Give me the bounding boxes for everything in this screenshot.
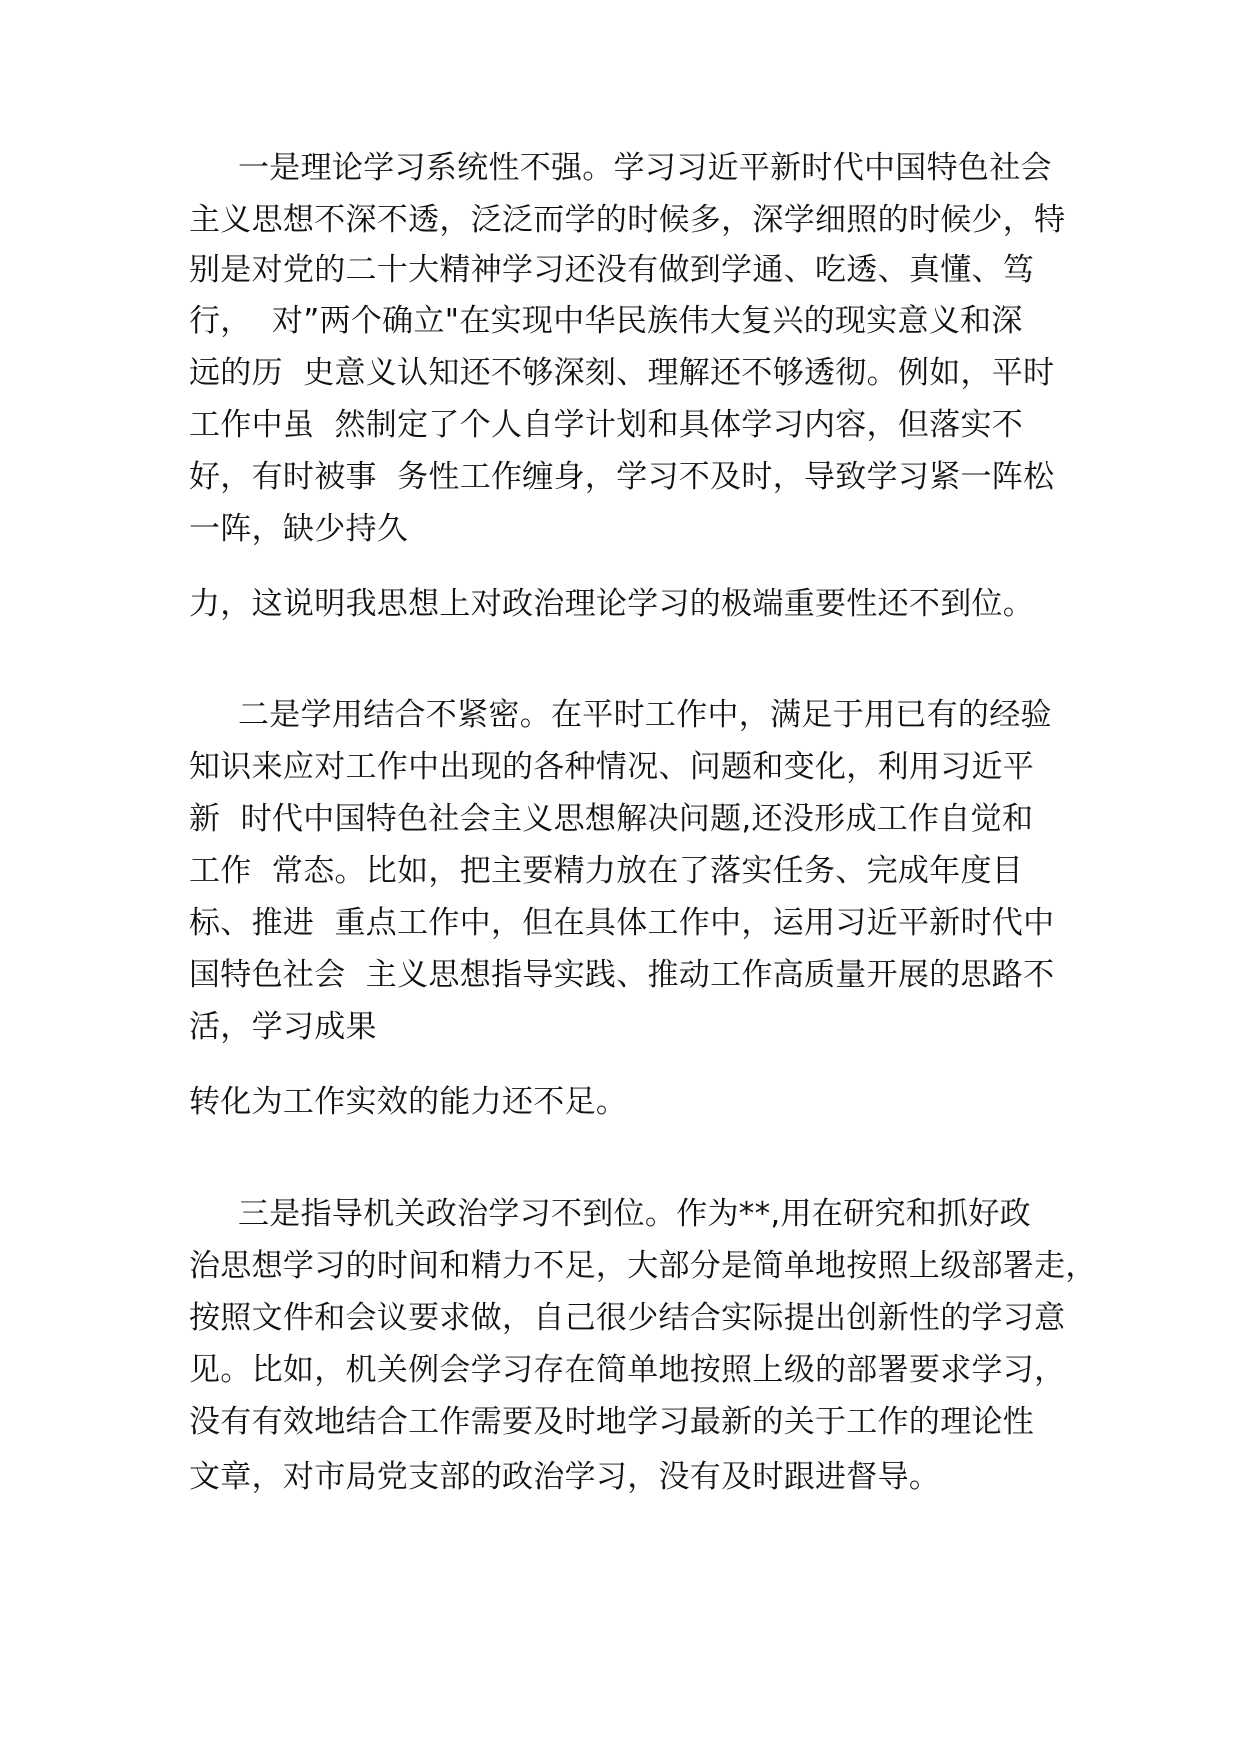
text-line: 工作中虽 然制定了个人自学计划和具体学习内容，但落实不 xyxy=(189,407,1024,443)
text-line: 新 时代中国特色社会主义思想解决问题,还没形成工作自觉和 xyxy=(189,801,1034,837)
text-line: 力，这说明我思想上对政治理论学习的极端重要性还不到位。 xyxy=(189,586,1035,622)
text-line: 活，学习成果 xyxy=(189,1009,377,1045)
text-line: 远的历 史意义认知还不够深刻、理解还不够透彻。例如，平时 xyxy=(189,355,1055,391)
text-line: 治思想学习的时间和精力不足，大部分是简单地按照上级部署走， xyxy=(189,1248,1097,1284)
text-line: 国特色社会 主义思想指导实践、推动工作高质量开展的思路不 xyxy=(189,957,1055,993)
text-line: 好，有时被事 务性工作缠身，学习不及时，导致学习紧一阵松 xyxy=(189,459,1055,495)
text-line: 没有有效地结合工作需要及时地学习最新的关于工作的理论性 xyxy=(189,1404,1035,1440)
text-line: 主义思想不深不透，泛泛而学的时候多，深学细照的时候少，特 xyxy=(189,202,1066,238)
text-line: 按照文件和会议要求做，自己很少结合实际提出创新性的学习意 xyxy=(189,1300,1066,1336)
text-line: 一阵，缺少持久 xyxy=(189,511,409,547)
text-line: 行， 对”两个确立"在实现中华民族伟大复兴的现实意义和深 xyxy=(189,303,1023,339)
text-line: 别是对党的二十大精神学习还没有做到学通、吃透、真懂、笃 xyxy=(189,252,1035,288)
text-line: 知识来应对工作中出现的各种情况、问题和变化，利用习近平 xyxy=(189,749,1035,785)
text-line: 工作 常态。比如，把主要精力放在了落实任务、完成年度目 xyxy=(189,853,1024,889)
text-line: 文章，对市局党支部的政治学习，没有及时跟进督导。 xyxy=(189,1459,941,1495)
text-line: 转化为工作实效的能力还不足。 xyxy=(189,1084,628,1120)
text-line: 标、推进 重点工作中，但在具体工作中，运用习近平新时代中 xyxy=(189,905,1055,941)
text-line: 一是理论学习系统性不强。学习习近平新时代中国特色社会 xyxy=(238,150,1052,186)
text-line: 三是指导机关政治学习不到位。作为**,用在研究和抓好政 xyxy=(238,1196,1031,1232)
text-line: 二是学用结合不紧密。在平时工作中，满足于用已有的经验 xyxy=(238,697,1052,733)
text-line: 见。比如，机关例会学习存在简单地按照上级的部署要求学习， xyxy=(189,1352,1066,1388)
